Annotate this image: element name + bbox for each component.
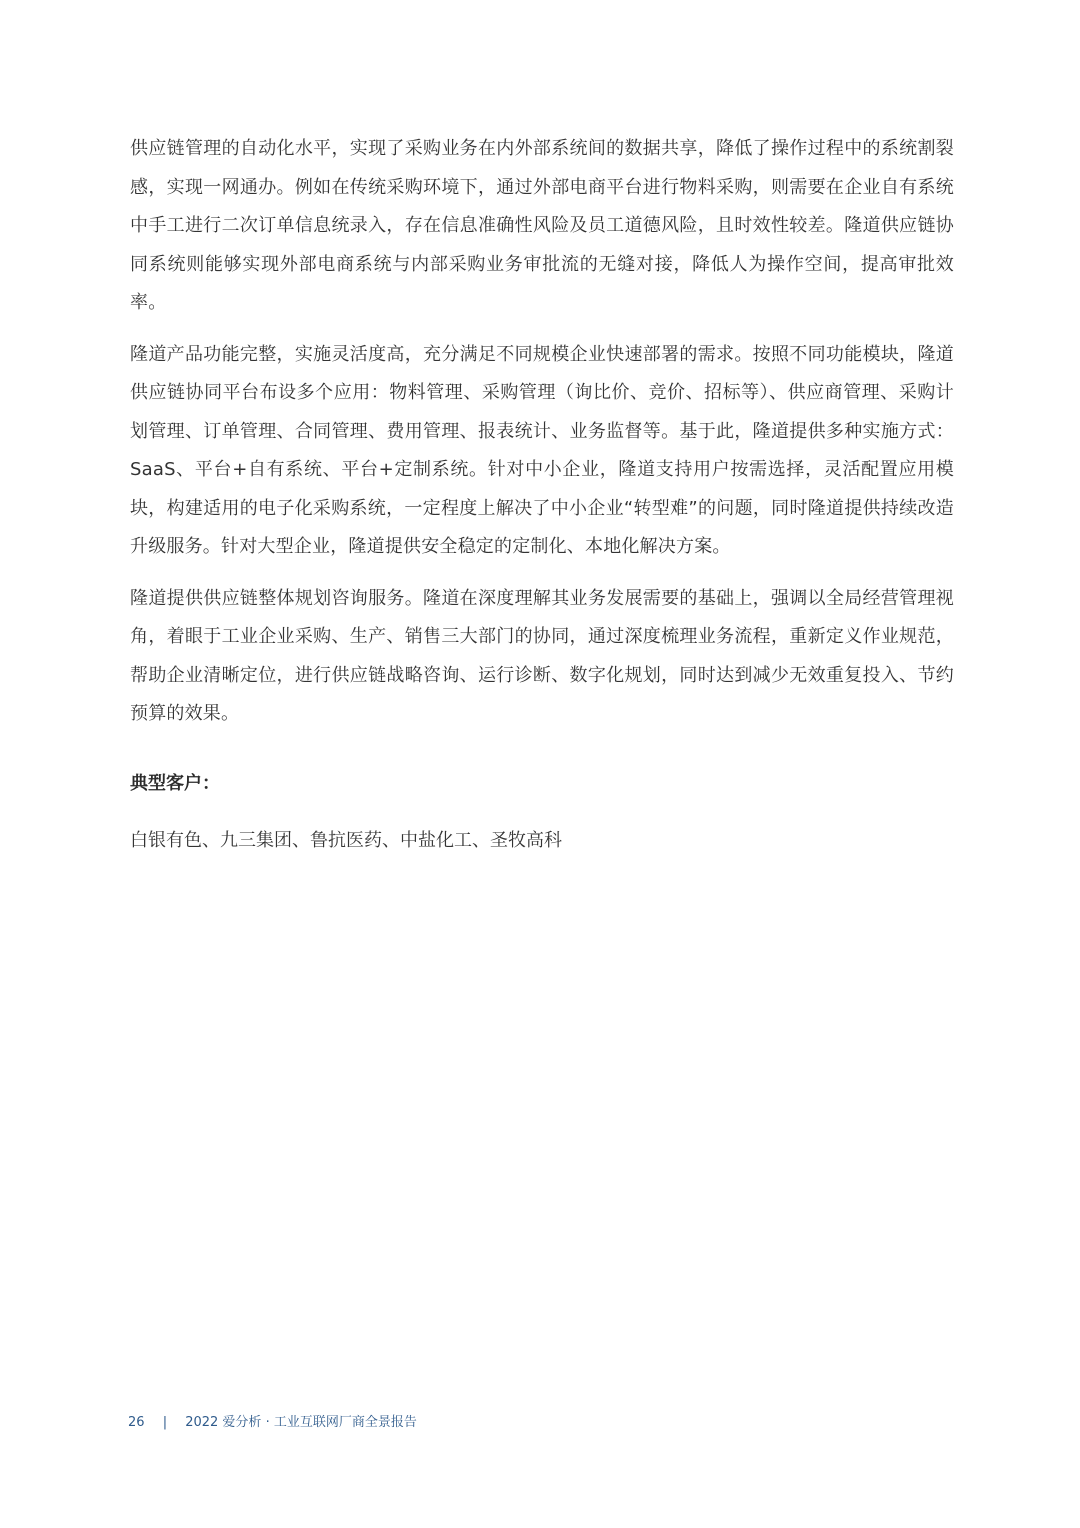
- paragraph-product-features: 隆道产品功能完整，实施灵活度高，充分满足不同规模企业快速部署的需求。按照不同功能模块，隆道供应链协同平台布设多个应用：物料管理、采购管理（询比价、竞价、招标等）、供应商管理、采购计划管理、订单管理、合同管理、费用管理、报表统计、业务监督等。基于此，隆道提供多种实施方式：SaaS、平台+自有系统、平台+定制系统。针对中小企业，隆道支持用户按需选择，灵活配置应用模块，构建适用的电子化采购系统，一定程度上解决了中小企业“转型难”的问题，同时隆道提供持续改造升级服务。针对大型企业，隆道提供安全稳定的定制化、本地化解决方案。: [130, 343, 954, 557]
- footer-separator: |: [162, 1415, 168, 1430]
- paragraph-consulting-service: 隆道提供供应链整体规划咨询服务。隆道在深度理解其业务发展需要的基础上，强调以全局经营管理视角，着眼于工业企业采购、生产、销售三大部门的协同，通过深度梳理业务流程，重新定义作业规范，帮助企业清晰定位，进行供应链战略咨询、运行诊断、数字化规划，同时达到减少无效重复投入、节约预算的效果。: [130, 587, 954, 724]
- typical-customers-list: 白银有色、九三集团、鲁抗医药、中盐化工、圣牧高科: [130, 829, 562, 851]
- report-title: 2022 爱分析 · 工业互联网厂商全景报告: [185, 1415, 417, 1430]
- typical-customers-heading: 典型客户：: [130, 772, 220, 794]
- report-body: [130, 130, 954, 860]
- page-footer: [128, 1412, 417, 1434]
- paragraph-integration: 供应链管理的自动化水平，实现了采购业务在内外部系统间的数据共享，降低了操作过程中的系统割裂感，实现一网通办。例如在传统采购环境下，通过外部电商平台进行物料采购，则需要在企业自有系统中手工进行二次订单信息统录入，存在信息准确性风险及员工道德风险，且时效性较差。隆道供应链协同系统则能够实现外部电商系统与内部采购业务审批流的无缝对接，降低人为操作空间，提高审批效率。: [130, 138, 954, 313]
- page-number: 26: [128, 1415, 145, 1430]
